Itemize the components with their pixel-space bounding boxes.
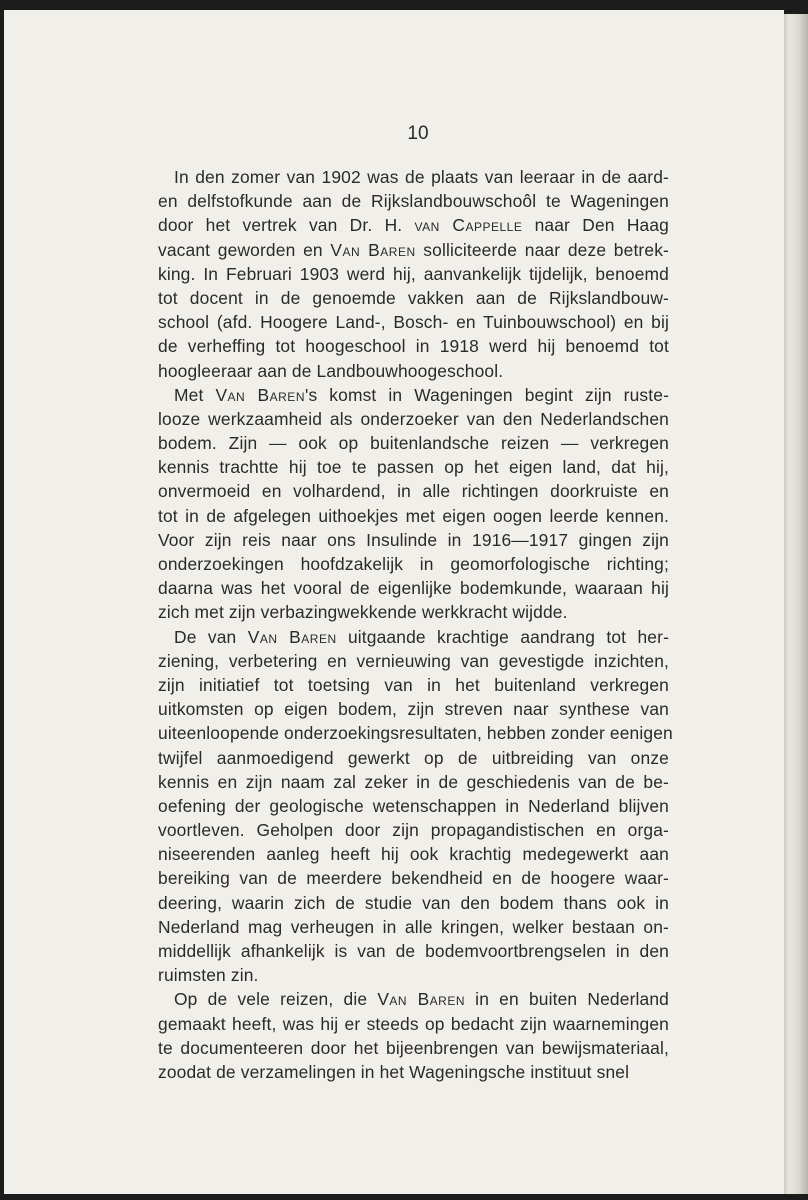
text-line: uitkomsten op eigen bodem, zijn streven naar synthese van [158, 699, 669, 720]
text-line: onvermoeid en volhardend, in alle richtingen doorkruiste en [158, 481, 669, 502]
text-line: uiteenloopende onderzoekingsresultaten, hebben zonder eenigen [158, 723, 673, 744]
text-line: twijfel aanmoedigend gewerkt op de uitbreiding van onze [158, 747, 669, 768]
text-line: voortleven. Geholpen door zijn propagandistischen en orga- [158, 820, 669, 841]
text-line: en delfstofkunde aan de Rijkslandbouwschoôl te Wageningen [158, 191, 669, 212]
text-line: king. In Februari 1903 werd hij, aanvankelijk tijdelijk, benoemd [158, 263, 669, 284]
text-line: school (afd. Hoogere Land-, Bosch- en Tuinbouwschool) en bij [158, 312, 669, 333]
body-text [158, 165, 673, 1084]
text-line: zoodat de verzamelingen in het Wageningsche instituut snel [158, 1061, 630, 1082]
text-line: Voor zijn reis naar ons Insulinde in 1916—1917 gingen zijn [158, 529, 669, 550]
text-line: looze werkzaamheid als onderzoeker van den Nederlandschen [158, 408, 669, 429]
text-line: bereiking van de meerdere bekendheid en de hoogere waar- [158, 868, 669, 889]
text-line: Met Van Baren's komst in Wageningen begint zijn ruste- [174, 384, 670, 405]
text-line: zijn initiatief tot toetsing van in het buitenland verkregen [158, 674, 669, 695]
text-line: hoogleeraar aan de Landbouwhoogeschool. [158, 360, 504, 381]
text-line: Nederland mag verheugen in alle kringen, welker bestaan on- [158, 916, 669, 937]
page-edge [784, 14, 808, 1194]
text-line: daarna was het vooral de eigenlijke bodemkunde, waaraan hij [158, 578, 669, 599]
text-line: te documenteeren door het bijeenbrengen van bewijsmateriaal, [158, 1037, 669, 1058]
text-line: gemaakt heeft, was hij er steeds op bedacht zijn waarnemingen [158, 1013, 669, 1034]
text-line: ziening, verbetering en vernieuwing van gevestigde inzichten, [158, 650, 669, 671]
text-line: niseerenden aanleg heeft hij ook krachtig medegewerkt aan [158, 844, 669, 865]
text-line: In den zomer van 1902 was de plaats van leeraar in de aard- [174, 167, 669, 187]
text-line: De van Van Baren uitgaande krachtige aandrang tot her- [174, 626, 670, 647]
page-number: 10 [407, 123, 429, 144]
text-line: tot docent in de genoemde vakken aan de Rijkslandbouw- [158, 287, 669, 308]
text-line: de verheffing tot hoogeschool in 1918 werd hij benoemd tot [158, 336, 669, 357]
text-line: deering, waarin zich de studie van den bodem thans ook in [158, 892, 669, 913]
text-line: bodem. Zijn — ook op buitenlandsche reizen — verkregen [158, 433, 669, 454]
text-line: vacant geworden en Van Baren solliciteerde naar deze betrek- [158, 239, 669, 260]
text-line: Op de vele reizen, die Van Baren in en buiten Nederland [174, 989, 669, 1010]
text-line: zich met zijn verbazingwekkende werkkracht wijdde. [158, 602, 568, 623]
text-line: tot in de afgelegen uithoekjes met eigen oogen leerde kennen. [158, 505, 669, 526]
text-line: ruimsten zin. [158, 965, 259, 986]
text-line: middellijk afhankelijk is van de bodemvoortbrengselen in den [158, 941, 669, 961]
text-line: door het vertrek van Dr. H. van Cappelle naar Den Haag [158, 215, 669, 236]
text-line: onderzoekingen hoofdzakelijk in geomorfologische richting; [158, 554, 669, 574]
text-line: kennis en zijn naam zal zeker in de geschiedenis van de be- [158, 771, 669, 792]
text-line: kennis trachtte hij toe te passen op het eigen land, dat hij, [158, 457, 669, 478]
text-line: oefening der geologische wetenschappen in Nederland blijven [158, 795, 669, 816]
